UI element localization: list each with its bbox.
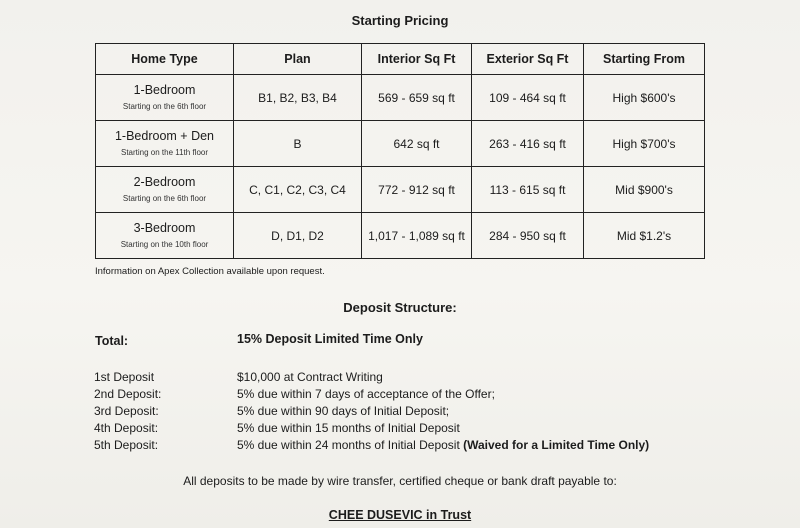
price-cell: High $700's: [584, 121, 705, 167]
home-type-cell: [96, 213, 234, 259]
interior-cell: 569 - 659 sq ft: [362, 75, 472, 121]
table-row: [96, 213, 705, 259]
home-type-floor: Starting on the 6th floor: [122, 194, 207, 203]
page-title: Starting Pricing: [351, 13, 449, 28]
deposit-text: [237, 369, 383, 386]
plan-cell: B: [234, 121, 362, 167]
deposit-terms: 5% due within 24 months of Initial Deposit: [237, 438, 464, 452]
header-exterior-sqft: Exterior Sq Ft: [472, 44, 584, 75]
exterior-cell: 113 - 615 sq ft: [472, 167, 584, 213]
interior-cell: 772 - 912 sq ft: [362, 167, 472, 213]
home-type-name: 2-Bedroom: [133, 175, 196, 189]
deposit-terms: 5% due within 7 days of acceptance of the Offer;: [237, 387, 495, 401]
home-type-floor: Starting on the 11th floor: [120, 148, 209, 157]
home-type-cell: [96, 121, 234, 167]
deposit-label: 3rd Deposit:: [94, 404, 159, 418]
interior-cell: 642 sq ft: [362, 121, 472, 167]
plan-cell: D, D1, D2: [234, 213, 362, 259]
header-home-type: Home Type: [96, 44, 234, 75]
apex-collection-note: Information on Apex Collection available upon request.: [95, 266, 325, 277]
deposit-text: [237, 437, 649, 454]
plan-cell: C, C1, C2, C3, C4: [234, 167, 362, 213]
plan-cell: B1, B2, B3, B4: [234, 75, 362, 121]
deposit-label: 2nd Deposit:: [94, 387, 162, 401]
deposit-label: 1st Deposit: [94, 370, 155, 384]
table-row: [96, 121, 705, 167]
payee-name: CHEE DUSEVIC in Trust: [328, 508, 472, 522]
home-type-cell: [96, 167, 234, 213]
header-interior-sqft: Interior Sq Ft: [362, 44, 472, 75]
exterior-cell: 109 - 464 sq ft: [472, 75, 584, 121]
home-type-name: 1-Bedroom + Den: [114, 129, 214, 143]
total-label: Total:: [95, 334, 129, 348]
deposit-terms: 5% due within 15 months of Initial Deposit: [237, 421, 460, 435]
deposit-terms: $10,000 at Contract Writing: [237, 370, 383, 384]
total-value: 15% Deposit Limited Time Only: [237, 332, 423, 346]
table-header-row: [96, 44, 705, 75]
deposit-terms: 5% due within 90 days of Initial Deposit;: [237, 404, 450, 418]
exterior-cell: 284 - 950 sq ft: [472, 213, 584, 259]
home-type-cell: [96, 75, 234, 121]
header-plan: Plan: [234, 44, 362, 75]
price-cell: Mid $1.2's: [584, 213, 705, 259]
home-type-name: 3-Bedroom: [133, 221, 196, 235]
price-cell: Mid $900's: [584, 167, 705, 213]
exterior-cell: 263 - 416 sq ft: [472, 121, 584, 167]
deposit-text: [237, 420, 460, 437]
pricing-table: [95, 43, 705, 259]
deposit-text: [237, 403, 449, 420]
deposit-label: 4th Deposit:: [94, 421, 159, 435]
home-type-floor: Starting on the 10th floor: [120, 240, 209, 249]
table-row: [96, 167, 705, 213]
deposit-structure-title: Deposit Structure:: [343, 300, 457, 315]
waived-note: (Waived for a Limited Time Only): [463, 438, 650, 452]
price-cell: High $600's: [584, 75, 705, 121]
home-type-floor: Starting on the 6th floor: [122, 102, 207, 111]
deposit-label: 5th Deposit:: [94, 438, 159, 452]
table-row: [96, 75, 705, 121]
home-type-name: 1-Bedroom: [133, 83, 196, 97]
interior-cell: 1,017 - 1,089 sq ft: [362, 213, 472, 259]
payment-instructions: All deposits to be made by wire transfer, certified cheque or bank draft payable to:: [183, 474, 617, 488]
header-starting-from: Starting From: [584, 44, 705, 75]
deposit-text: [237, 386, 495, 403]
